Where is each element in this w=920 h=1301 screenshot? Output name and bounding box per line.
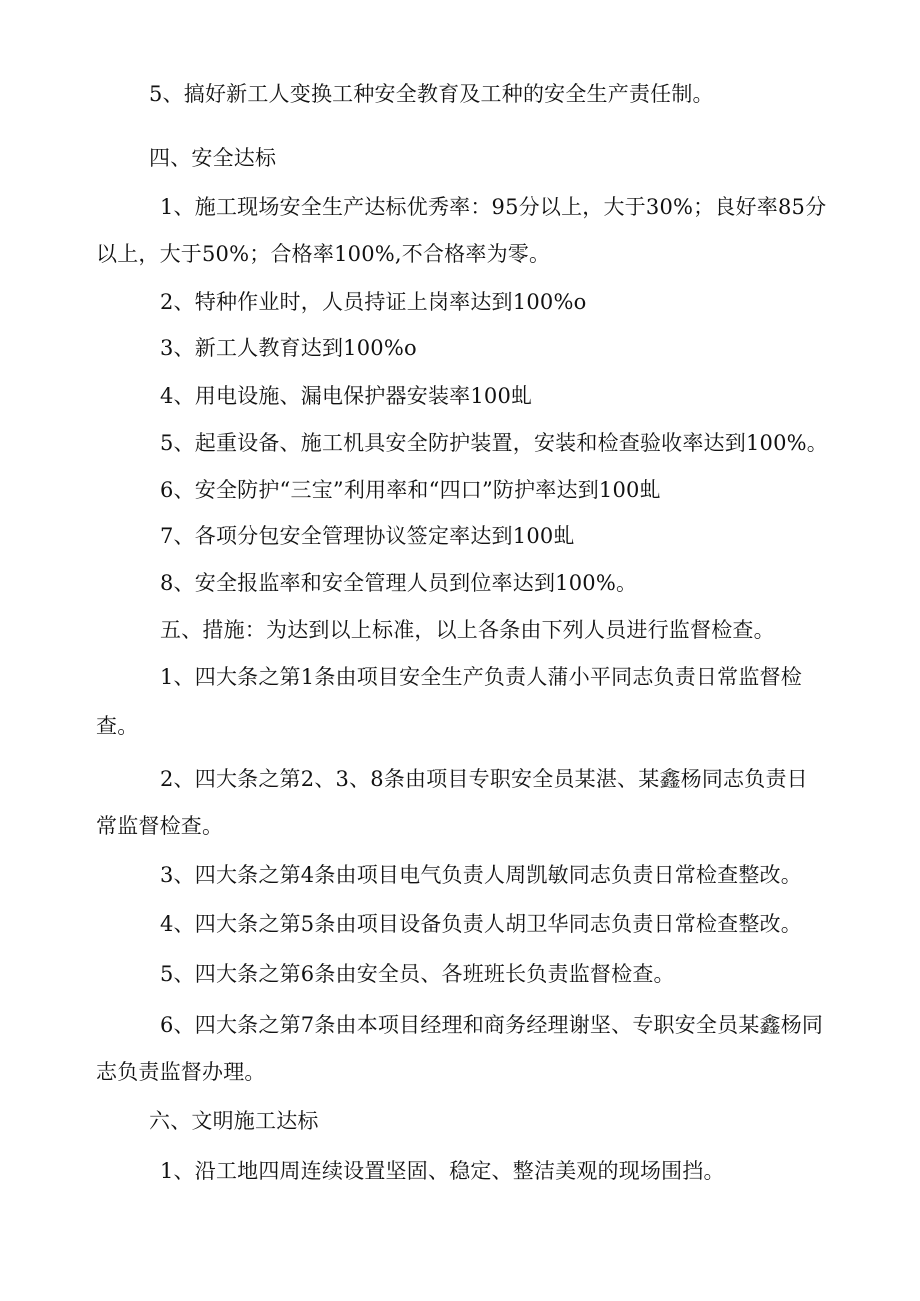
text-line-5: 2、特种作业时，人员持证上岗率达到100%o — [160, 290, 587, 314]
text-line-9: 6、安全防护“三宝”利用率和“四口”防护率达到100虬 — [160, 478, 661, 502]
section-heading-5: 五、措施：为达到以上标准，以上各条由下列人员进行监督检查。 — [160, 618, 775, 642]
text-line-15: 2、四大条之第2、3、8条由项目专职安全员某湛、某鑫杨同志负责日 — [160, 767, 808, 791]
text-line-6: 3、新工人教育达到100%o — [160, 336, 417, 360]
text-line-13: 1、四大条之第1条由项目安全生产负责人蒲小平同志负责日常监督检 — [160, 665, 802, 689]
section-heading-4: 四、安全达标 — [149, 146, 277, 170]
text-line-16: 常监督检查。 — [96, 814, 224, 838]
text-line-23: 1、沿工地四周连续设置坚固、稳定、整洁美观的现场围挡。 — [160, 1159, 725, 1183]
text-line-8: 5、起重设备、施工机具安全防护装置，安装和检查验收率达到100%。 — [160, 431, 828, 455]
text-line-11: 8、安全报监率和安全管理人员到位率达到100%。 — [160, 571, 638, 595]
text-line-7: 4、用电设施、漏电保护器安装率100虬 — [160, 384, 533, 408]
text-line-18: 4、四大条之第5条由项目设备负责人胡卫华同志负责日常检查整改。 — [160, 912, 802, 936]
text-line-14: 查。 — [96, 714, 139, 738]
text-line-10: 7、各项分包安全管理协议签定率达到100虬 — [160, 524, 575, 548]
text-line-4: 以上，大于50%；合格率100%,不合格率为零。 — [96, 242, 551, 266]
text-line-1: 5、搞好新工人变换工种安全教育及工种的安全生产责任制。 — [149, 82, 714, 106]
text-line-21: 志负责监督办理。 — [96, 1060, 266, 1084]
text-line-3: 1、施工现场安全生产达标优秀率：95分以上，大于30%；良好率85分 — [160, 195, 827, 219]
text-line-17: 3、四大条之第4条由项目电气负责人周凯敏同志负责日常检查整改。 — [160, 863, 802, 887]
text-line-19: 5、四大条之第6条由安全员、各班班长负责监督检查。 — [160, 962, 675, 986]
section-heading-6: 六、文明施工达标 — [149, 1109, 319, 1133]
text-line-20: 6、四大条之第7条由本项目经理和商务经理谢坚、专职安全员某鑫杨同 — [160, 1013, 824, 1037]
